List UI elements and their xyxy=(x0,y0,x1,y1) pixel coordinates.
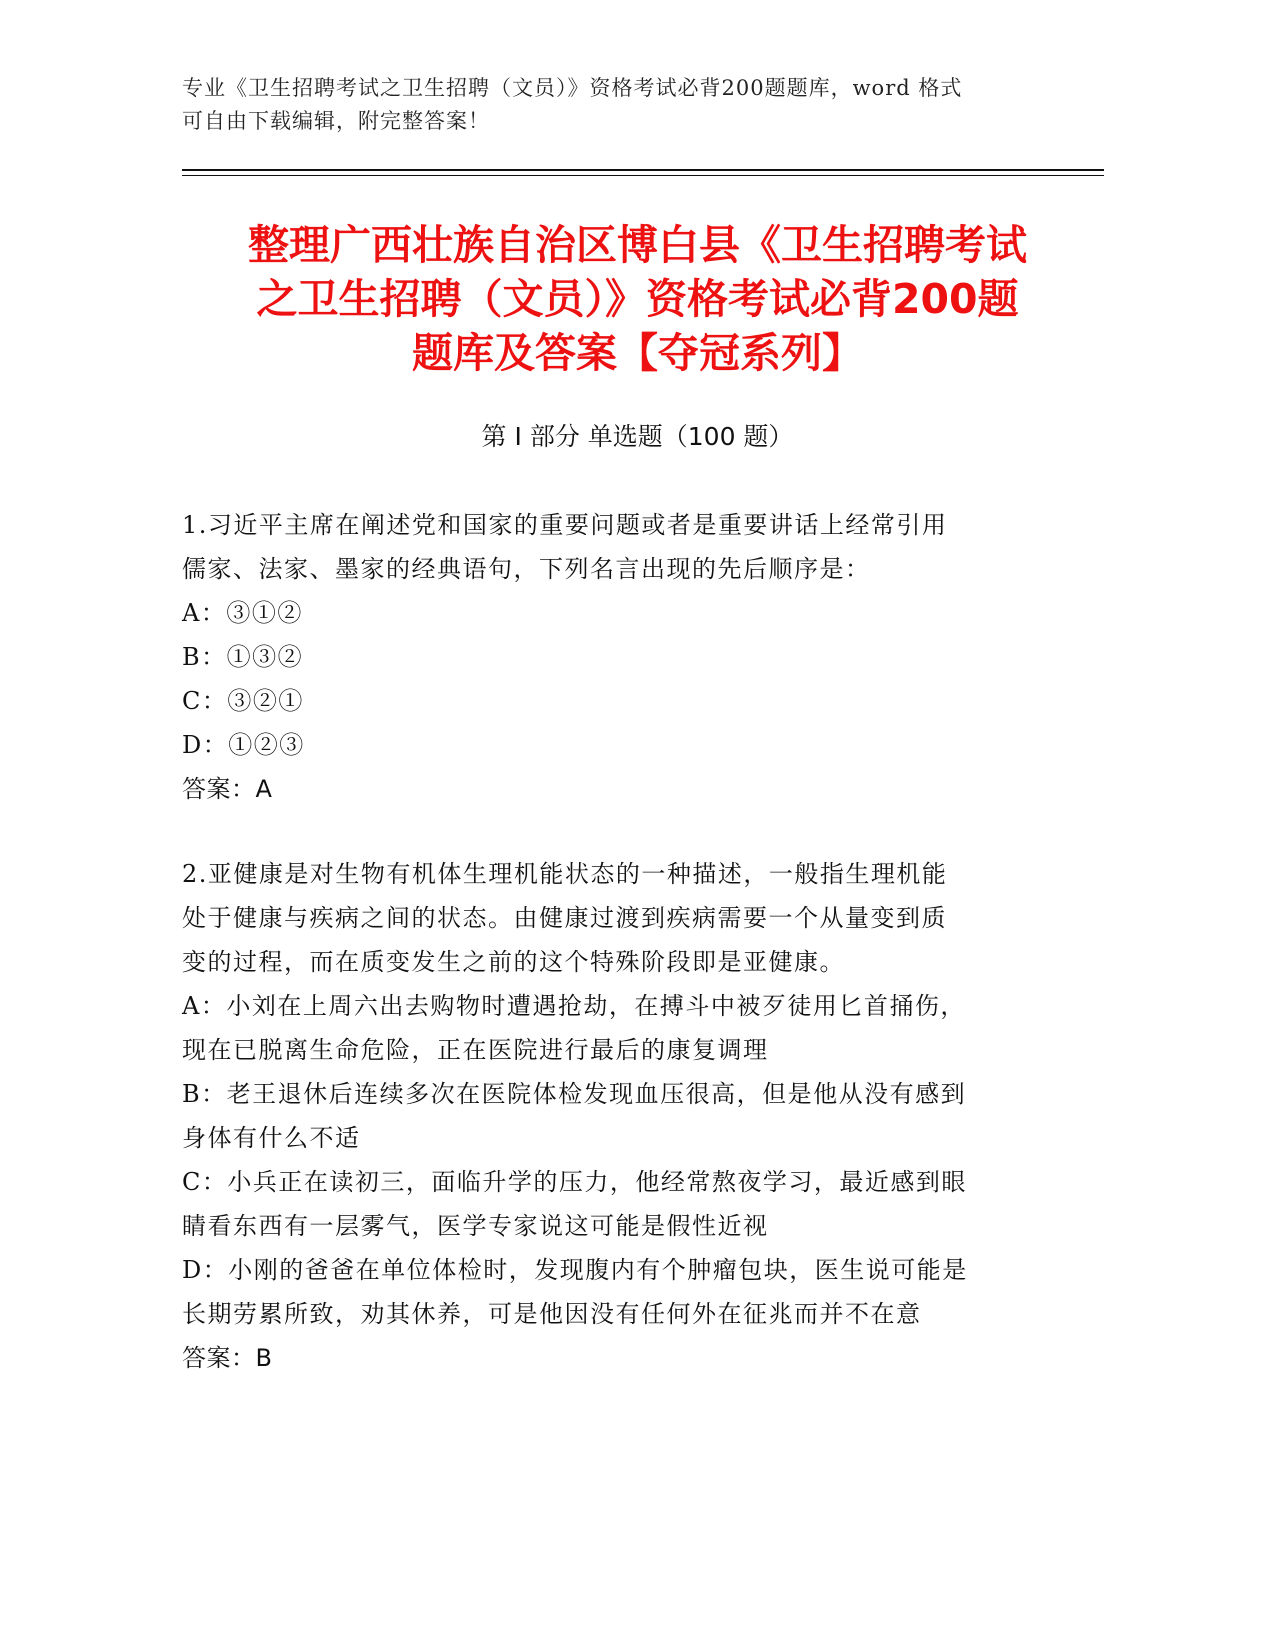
title-line: 之卫生招聘（文员）》资格考试必背200题 xyxy=(256,275,1019,323)
header-divider-thin xyxy=(182,175,1104,176)
option-c: C：小兵正在读初三，面临升学的压力，他经常熬夜学习，最近感到眼 xyxy=(182,1168,967,1196)
option-c: C：③②① xyxy=(182,687,304,715)
question-stem-line: 儒家、法家、墨家的经典语句，下列名言出现的先后顺序是： xyxy=(182,555,871,583)
title-line: 题库及答案【夺冠系列】 xyxy=(412,329,863,377)
header-divider-thick xyxy=(182,169,1104,171)
answer-line: 答案：B xyxy=(182,1344,273,1372)
header-note-line: 专业《卫生招聘考试之卫生招聘（文员）》资格考试必背200题题库，word 格式 xyxy=(182,76,963,100)
header-note-line: 可自由下载编辑，附完整答案！ xyxy=(182,109,490,133)
question-stem-line: 1.习近平主席在阐述党和国家的重要问题或者是重要讲话上经常引用 xyxy=(182,511,948,539)
option-b: B：①③② xyxy=(182,643,304,671)
answer-line: 答案：A xyxy=(182,775,273,803)
section-heading: 第 I 部分 单选题（100 题） xyxy=(481,422,794,451)
question-2 xyxy=(182,852,1082,1380)
header-note xyxy=(182,72,1062,138)
question-stem-line: 处于健康与疾病之间的状态。由健康过渡到疾病需要一个从量变到质 xyxy=(182,904,947,932)
question-stem-line: 变的过程，而在质变发生之前的这个特殊阶段即是亚健康。 xyxy=(182,948,845,976)
option-a: A：小刘在上周六出去购物时遭遇抢劫，在搏斗中被歹徒用匕首捅伤， xyxy=(182,992,966,1020)
option-b-continued: 身体有什么不适 xyxy=(182,1124,361,1152)
option-d: D：①②③ xyxy=(182,731,305,759)
option-d-continued: 长期劳累所致，劝其休养，可是他因没有任何外在征兆而并不在意 xyxy=(182,1300,922,1328)
question-stem-line: 2.亚健康是对生物有机体生理机能状态的一种描述，一般指生理机能 xyxy=(182,860,948,888)
option-b: B：老王退休后连续多次在医院体检发现血压很高，但是他从没有感到 xyxy=(182,1080,967,1108)
question-1 xyxy=(182,503,1082,811)
option-a: A：③①② xyxy=(182,599,303,627)
document-title xyxy=(150,218,1125,380)
title-line: 整理广西壮族自治区博白县《卫生招聘考试 xyxy=(248,221,1027,269)
option-c-continued: 睛看东西有一层雾气，医学专家说这可能是假性近视 xyxy=(182,1212,769,1240)
option-a-continued: 现在已脱离生命危险，正在医院进行最后的康复调理 xyxy=(182,1036,769,1064)
option-d: D：小刚的爸爸在单位体检时，发现腹内有个肿瘤包块，医生说可能是 xyxy=(182,1256,968,1284)
